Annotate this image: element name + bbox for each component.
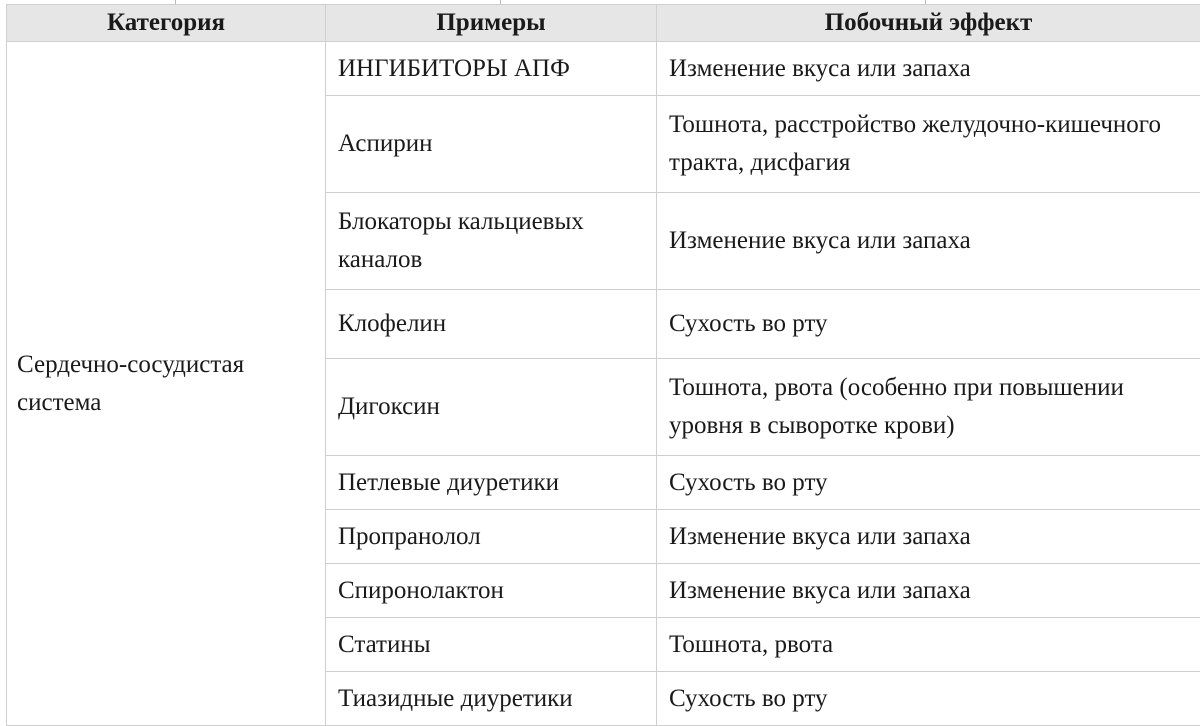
- table-row: [7, 42, 1200, 96]
- example-cell: Дигоксин: [326, 359, 657, 456]
- effect-cell: Тошнота, рвота: [657, 618, 1200, 672]
- header-category: Категория: [7, 5, 326, 42]
- side-effects-table: [6, 4, 1200, 726]
- header-side-effect: Побочный эффект: [657, 5, 1200, 42]
- example-cell: Статины: [326, 618, 657, 672]
- effect-cell: Тошнота, расстройство желудочно-кишечного тракта, дисфагия: [657, 96, 1200, 193]
- example-cell: Спиронолактон: [326, 564, 657, 618]
- header-examples: Примеры: [326, 5, 657, 42]
- effect-cell: Изменение вкуса или запаха: [657, 510, 1200, 564]
- effect-cell: Изменение вкуса или запаха: [657, 193, 1200, 290]
- example-cell: Аспирин: [326, 96, 657, 193]
- header-row: [7, 5, 1200, 42]
- example-cell: Блокаторы кальциевых каналов: [326, 193, 657, 290]
- effect-cell: Изменение вкуса или запаха: [657, 42, 1200, 96]
- effect-cell: Изменение вкуса или запаха: [657, 564, 1200, 618]
- example-cell: Клофелин: [326, 290, 657, 359]
- example-cell: ИНГИБИТОРЫ АПФ: [326, 42, 657, 96]
- example-cell: Петлевые диуретики: [326, 456, 657, 510]
- category-cell: Сердечно-сосудистая система: [7, 42, 326, 726]
- example-cell: Тиазидные диуретики: [326, 672, 657, 726]
- effect-cell: Сухость во рту: [657, 290, 1200, 359]
- example-cell: Пропранолол: [326, 510, 657, 564]
- effect-cell: Сухость во рту: [657, 672, 1200, 726]
- effect-cell: Тошнота, рвота (особенно при повышении уровня в сыворотке крови): [657, 359, 1200, 456]
- effect-cell: Сухость во рту: [657, 456, 1200, 510]
